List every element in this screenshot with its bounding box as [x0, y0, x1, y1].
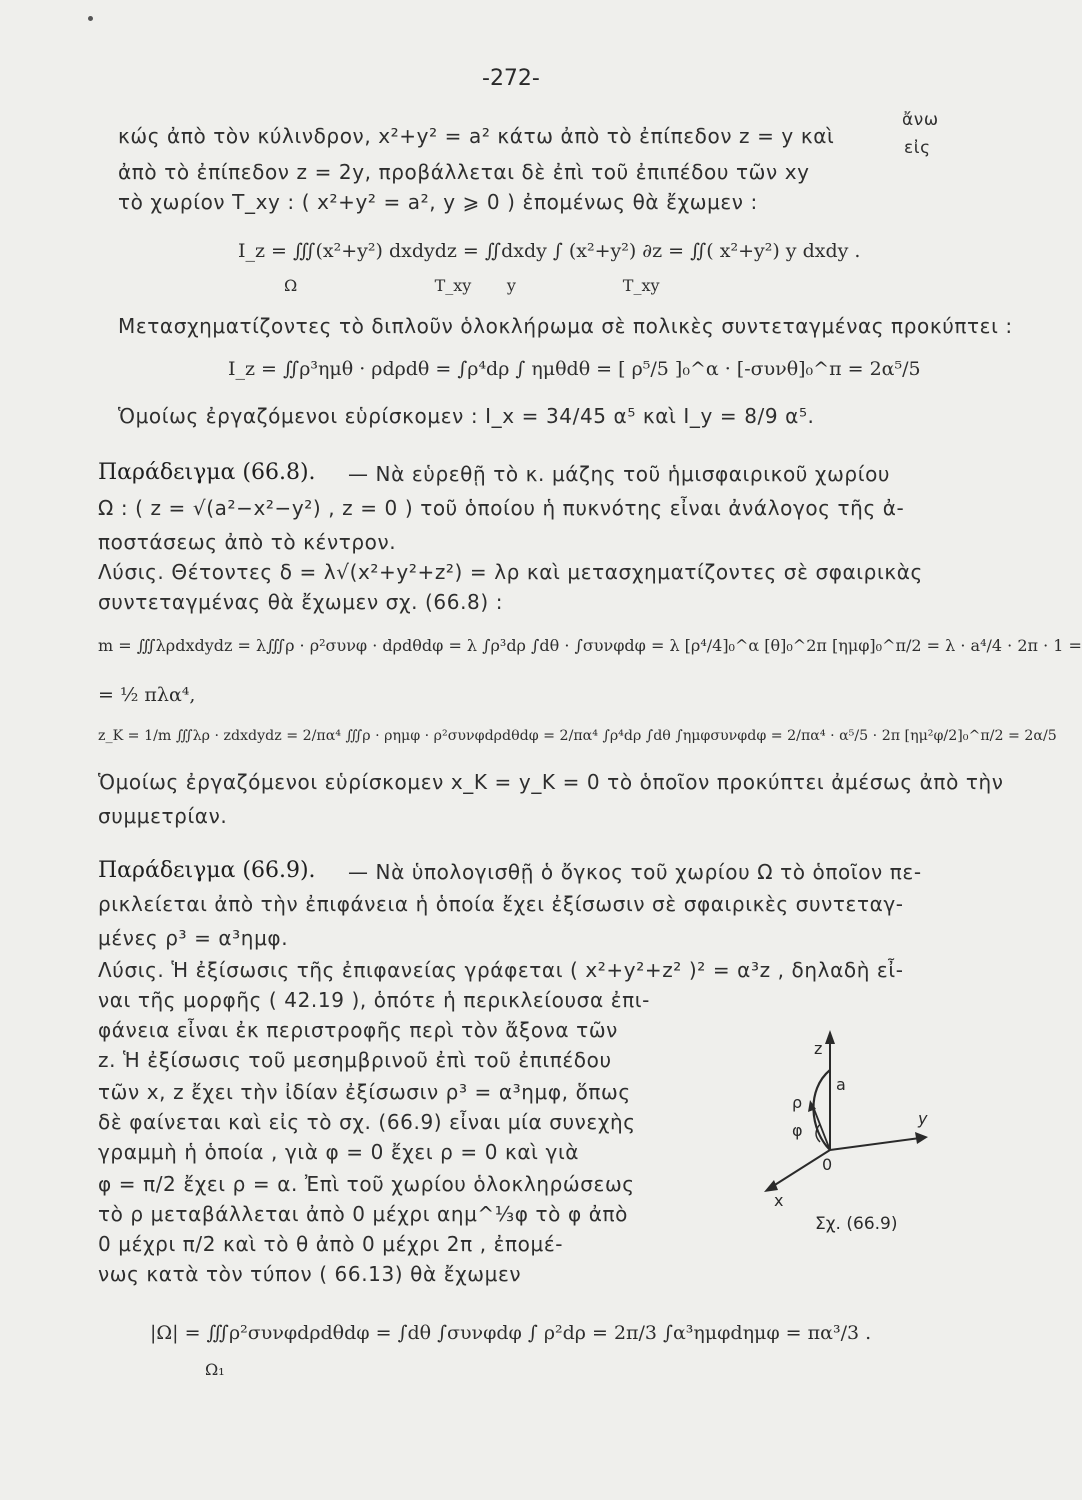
rho-label: ρ: [792, 1093, 803, 1112]
text-line-3: τὸ χωρίον T_xy : ( x²+y² = a², y ⩾ 0 ) ἐπομένως θὰ ἔχωμεν :: [118, 190, 758, 214]
example-66-9-line-2: ρικλείεται ἀπὸ τὴν ἐπιφάνεια ἡ ὁποία ἔχει ἐξίσωσιν σὲ σφαιρικὲς συντεταγ-: [98, 892, 904, 916]
text-line-2: ἀπὸ τὸ ἐπίπεδον z = 2y, προβάλλεται δὲ ἐπὶ τοῦ ἐπιπέδου τῶν xy: [118, 160, 810, 184]
x-axis: [770, 1150, 833, 1188]
text-line-5: Ὁμοίως ἐργαζόμενοι εὑρίσκομεν : I_x = 34/45 α⁵ καὶ I_y = 8/9 α⁵.: [118, 404, 815, 428]
page-number: -272-: [482, 66, 540, 91]
y-axis-label: y: [918, 1109, 928, 1128]
speck-mark: [88, 16, 93, 21]
z-axis-label: z: [814, 1039, 823, 1058]
meridian-curve: [813, 1070, 830, 1150]
x-axis-label: x: [774, 1191, 784, 1210]
example-66-9-line-10: γραμμὴ ἡ ὁποία , γιὰ φ = 0 ἔχει ρ = 0 καὶ γιὰ: [98, 1140, 580, 1164]
example-66-8-line-7: συμμετρίαν.: [98, 804, 228, 828]
margin-word-1: ἄνω: [902, 110, 939, 130]
example-66-8-line-1: — Νὰ εὑρεθῇ τὸ κ. μάζης τοῦ ἡμισφαιρικοῦ χωρίου: [348, 462, 891, 486]
equation-mass-result: = ½ πλα⁴,: [98, 684, 196, 706]
example-66-9-line-5: ναι τῆς μορφῆς ( 42.19 ), ὁπότε ἡ περικλείουσα ἐπι-: [98, 988, 650, 1012]
example-66-9-line-14: νως κατὰ τὸν τύπον ( 66.13) θὰ ἔχωμεν: [98, 1262, 522, 1286]
y-axis-arrow: [915, 1132, 928, 1144]
example-66-8-line-5: συντεταγμένας θὰ ἔχωμεν σχ. (66.8) :: [98, 590, 504, 614]
example-66-9-line-8: τῶν x, z ἔχει τὴν ἰδίαν ἐξίσωσιν ρ³ = α³ημφ, ὅπως: [98, 1080, 631, 1104]
z-axis-arrow: [825, 1030, 835, 1044]
equation-volume-domain: Ω₁: [205, 1360, 225, 1379]
example-66-9-line-4: Λύσις. Ἡ ἐξίσωσις τῆς ἐπιφανείας γράφεται ( x²+y²+z² )² = α³z , δηλαδὴ εἶ-: [98, 958, 904, 982]
example-66-9-line-9: δὲ φαίνεται καὶ εἰς τὸ σχ. (66.9) εἶναι μία συνεχὴς: [98, 1110, 636, 1134]
example-66-8-line-6: Ὁμοίως ἐργαζόμενοι εὑρίσκομεν x_K = y_K = 0 τὸ ὁποῖον προκύπτει ἀμέσως ἀπὸ τὴν: [98, 770, 1004, 794]
example-66-9-heading: Παράδειγμα (66.9).: [98, 858, 316, 883]
equation-iz-cartesian: I_z = ∭(x²+y²) dxdydz = ∬dxdy ∫ (x²+y²) ∂z = ∬( x²+y²) y dxdy .: [238, 240, 861, 262]
a-label: a: [836, 1075, 846, 1094]
figure-66-9: [740, 1020, 940, 1240]
example-66-9-line-11: φ = π/2 ἔχει ρ = α. Ἐπὶ τοῦ χωρίου ὁλοκληρώσεως: [98, 1172, 635, 1196]
example-66-9-line-6: φάνεια εἶναι ἐκ περιστροφῆς περὶ τὸν ἄξονα τῶν: [98, 1018, 618, 1042]
example-66-9-line-1: — Νὰ ὑπολογισθῇ ὁ ὄγκος τοῦ χωρίου Ω τὸ ὁποῖον πε-: [348, 860, 922, 884]
example-66-8-line-3: ποστάσεως ἀπὸ τὸ κέντρον.: [98, 530, 397, 554]
text-line-4: Μετασχηματίζοντες τὸ διπλοῦν ὁλοκλήρωμα σὲ πολικὲς συντεταγμένας προκύπτει :: [118, 314, 1013, 338]
figure-caption: Σχ. (66.9): [815, 1214, 898, 1234]
example-66-9-line-13: 0 μέχρι π/2 καὶ τὸ θ ἀπὸ 0 μέχρι 2π , ἐπομέ-: [98, 1232, 564, 1256]
text-line-1: κώς ἀπὸ τὸν κύλινδρον, x²+y² = a² κάτω ἀπὸ τὸ ἐπίπεδον z = y καὶ: [118, 124, 835, 148]
margin-word-2: εἰς: [904, 138, 931, 158]
example-66-8-line-4: Λύσις. Θέτοντες δ = λ√(x²+y²+z²) = λρ καὶ μετασχηματίζοντες σὲ σφαιρικὰς: [98, 560, 923, 584]
example-66-9-line-3: μένες ρ³ = α³ημφ.: [98, 926, 289, 950]
y-axis: [830, 1138, 920, 1150]
phi-label: φ: [792, 1121, 803, 1140]
example-66-8-line-2: Ω : ( z = √(a²−x²−y²) , z = 0 ) τοῦ ὁποίου ἡ πυκνότης εἶναι ἀνάλογος τῆς ἀ-: [98, 496, 905, 520]
example-66-8-heading: Παράδειγμα (66.8).: [98, 460, 316, 485]
equation-mass: m = ∭λρdxdydz = λ∭ρ · ρ²συνφ · dρdθdφ = λ ∫ρ³dρ ∫dθ · ∫συνφdφ = λ [ρ⁴/4]₀^α [θ]₀^2π [ημφ]₀^π/2 = λ · a⁴/4 · 2π · 1 =: [98, 636, 1082, 655]
example-66-9-line-7: z. Ἡ ἐξίσωσις τοῦ μεσημβρινοῦ ἐπὶ τοῦ ἐπιπέδου: [98, 1048, 612, 1072]
example-66-9-line-12: τὸ ρ μεταβάλλεται ἀπὸ 0 μέχρι αημ^⅓φ τὸ φ ἀπὸ: [98, 1202, 628, 1226]
equation-zk: z_K = 1/m ∭λρ · zdxdydz = 2/πα⁴ ∭ρ · ρημφ · ρ²συνφdρdθdφ = 2/πα⁴ ∫ρ⁴dρ ∫dθ ∫ημφσυνφdφ = 2/πα⁴ · α⁵/5 · 2π [ημ²φ/2]₀^π/2 = 2α/5: [98, 728, 1057, 744]
rho-segment: [812, 1104, 830, 1150]
equation-iz-limits: Ω T_xy y T_xy: [284, 276, 660, 295]
origin-label: 0: [822, 1155, 833, 1174]
equation-iz-polar: I_z = ∬ρ³ημθ · ρdρdθ = ∫ρ⁴dρ ∫ ημθdθ = [ ρ⁵/5 ]₀^α · [-συνθ]₀^π = 2α⁵/5: [228, 358, 921, 380]
equation-volume: |Ω| = ∭ρ²συνφdρdθdφ = ∫dθ ∫συνφdφ ∫ ρ²dρ = 2π/3 ∫α³ημφdημφ = πα³/3 .: [150, 1322, 872, 1344]
